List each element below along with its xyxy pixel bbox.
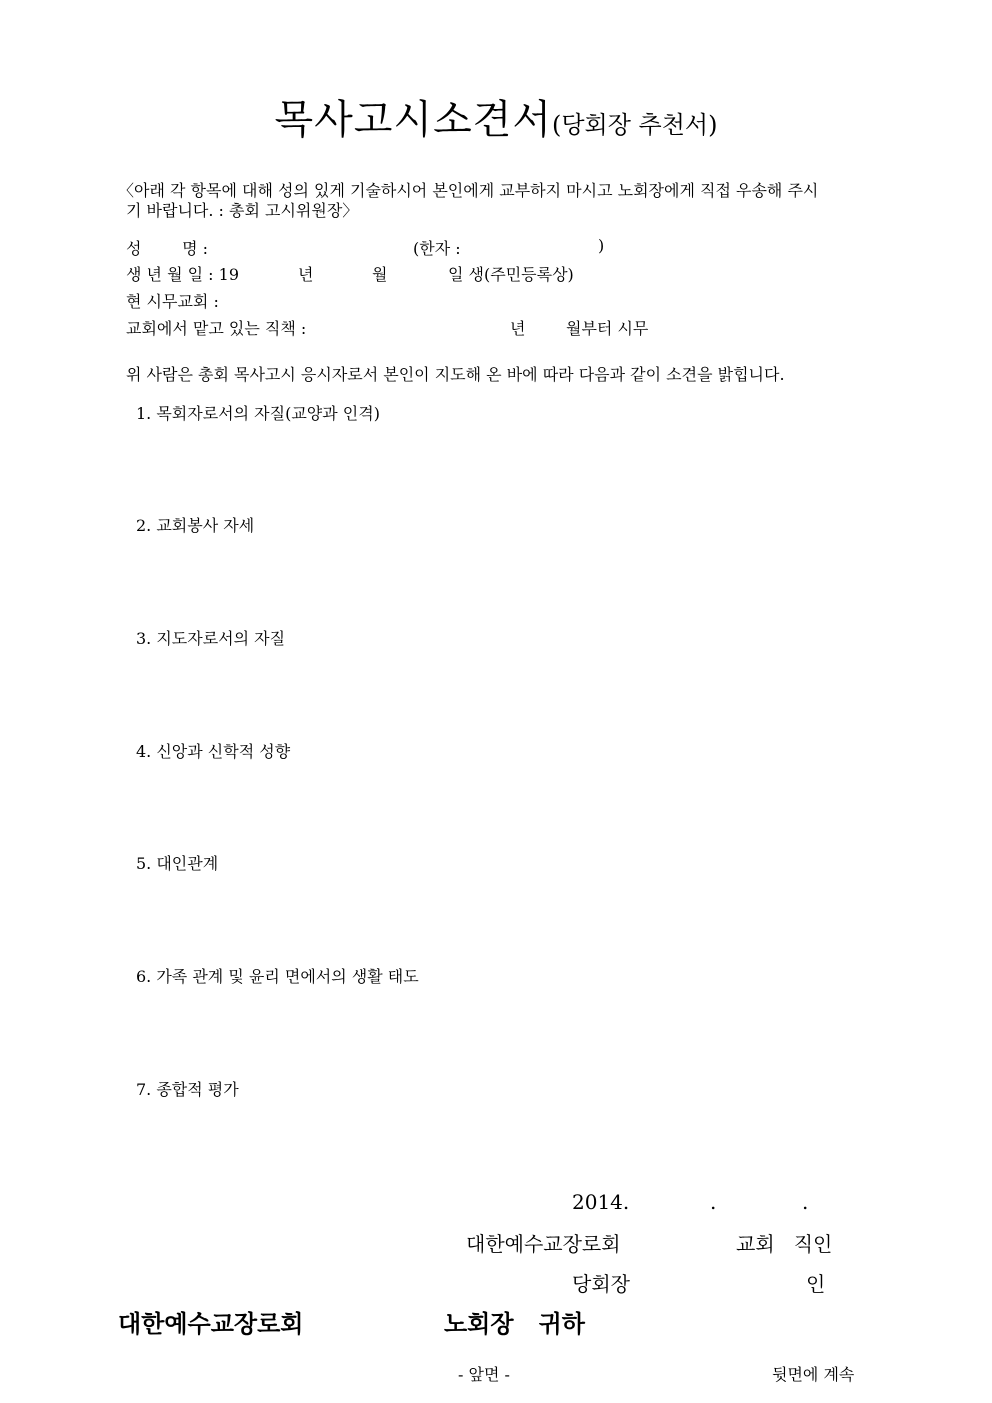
hanja-label: (한자 :	[413, 239, 461, 258]
evaluation-item-3: 3. 지도자로서의 자질	[136, 629, 286, 648]
document-title	[0, 88, 992, 145]
title-sub: (당회장 추천서)	[552, 111, 718, 139]
statement-text: 위 사람은 총회 목사고시 응시자로서 본인이 지도해 온 바에 따라 다음과 같이 소견을 밝힙니다.	[126, 365, 785, 384]
signature-date-dot-2: .	[802, 1190, 809, 1214]
addressee-recipient: 노회장 귀하	[444, 1309, 585, 1338]
continued-note: 뒷면에 계속	[772, 1365, 855, 1384]
church-label: 현 시무교회 :	[126, 292, 219, 311]
signature-org: 대한예수교장로회	[466, 1232, 621, 1256]
name-label: 성 명 :	[126, 239, 209, 258]
signature-date-dot-1: .	[710, 1190, 717, 1214]
birth-year-label: 년	[298, 265, 314, 284]
addressee-org: 대한예수교장로회	[118, 1309, 304, 1338]
evaluation-item-2: 2. 교회봉사 자세	[136, 516, 255, 535]
title-main: 목사고시소견서	[274, 97, 552, 143]
pastor-label: 당회장	[572, 1272, 630, 1296]
evaluation-item-1: 1. 목회자로서의 자질(교양과 인격)	[136, 404, 380, 423]
position-since-label: 월부터 시무	[566, 319, 649, 338]
page-side-label: - 앞면 -	[458, 1365, 510, 1384]
birth-day-label: 일 생(주민등록상)	[448, 265, 574, 284]
evaluation-item-4: 4. 신앙과 신학적 성향	[136, 742, 291, 761]
instruction-line-2: 기 바랍니다. : 총회 고시위원장〉	[126, 201, 359, 220]
hanja-close: )	[598, 236, 605, 255]
evaluation-item-6: 6. 가족 관계 및 윤리 면에서의 생활 태도	[136, 967, 419, 986]
position-label: 교회에서 맡고 있는 직책 :	[126, 319, 307, 338]
evaluation-item-5: 5. 대인관계	[136, 854, 219, 873]
birth-month-label: 월	[372, 265, 388, 284]
evaluation-item-7: 7. 종합적 평가	[136, 1080, 239, 1099]
birth-label: 생 년 월 일 : 19	[126, 265, 240, 284]
instruction-line-1: 〈아래 각 항목에 대해 성의 있게 기술하시어 본인에게 교부하지 마시고 노회장에게 직접 우송해 주시	[118, 181, 819, 200]
signature-year: 2014.	[572, 1190, 630, 1214]
church-seal-label: 교회 직인	[736, 1232, 833, 1256]
position-year-label: 년	[510, 319, 526, 338]
seal-label: 인	[806, 1272, 826, 1296]
